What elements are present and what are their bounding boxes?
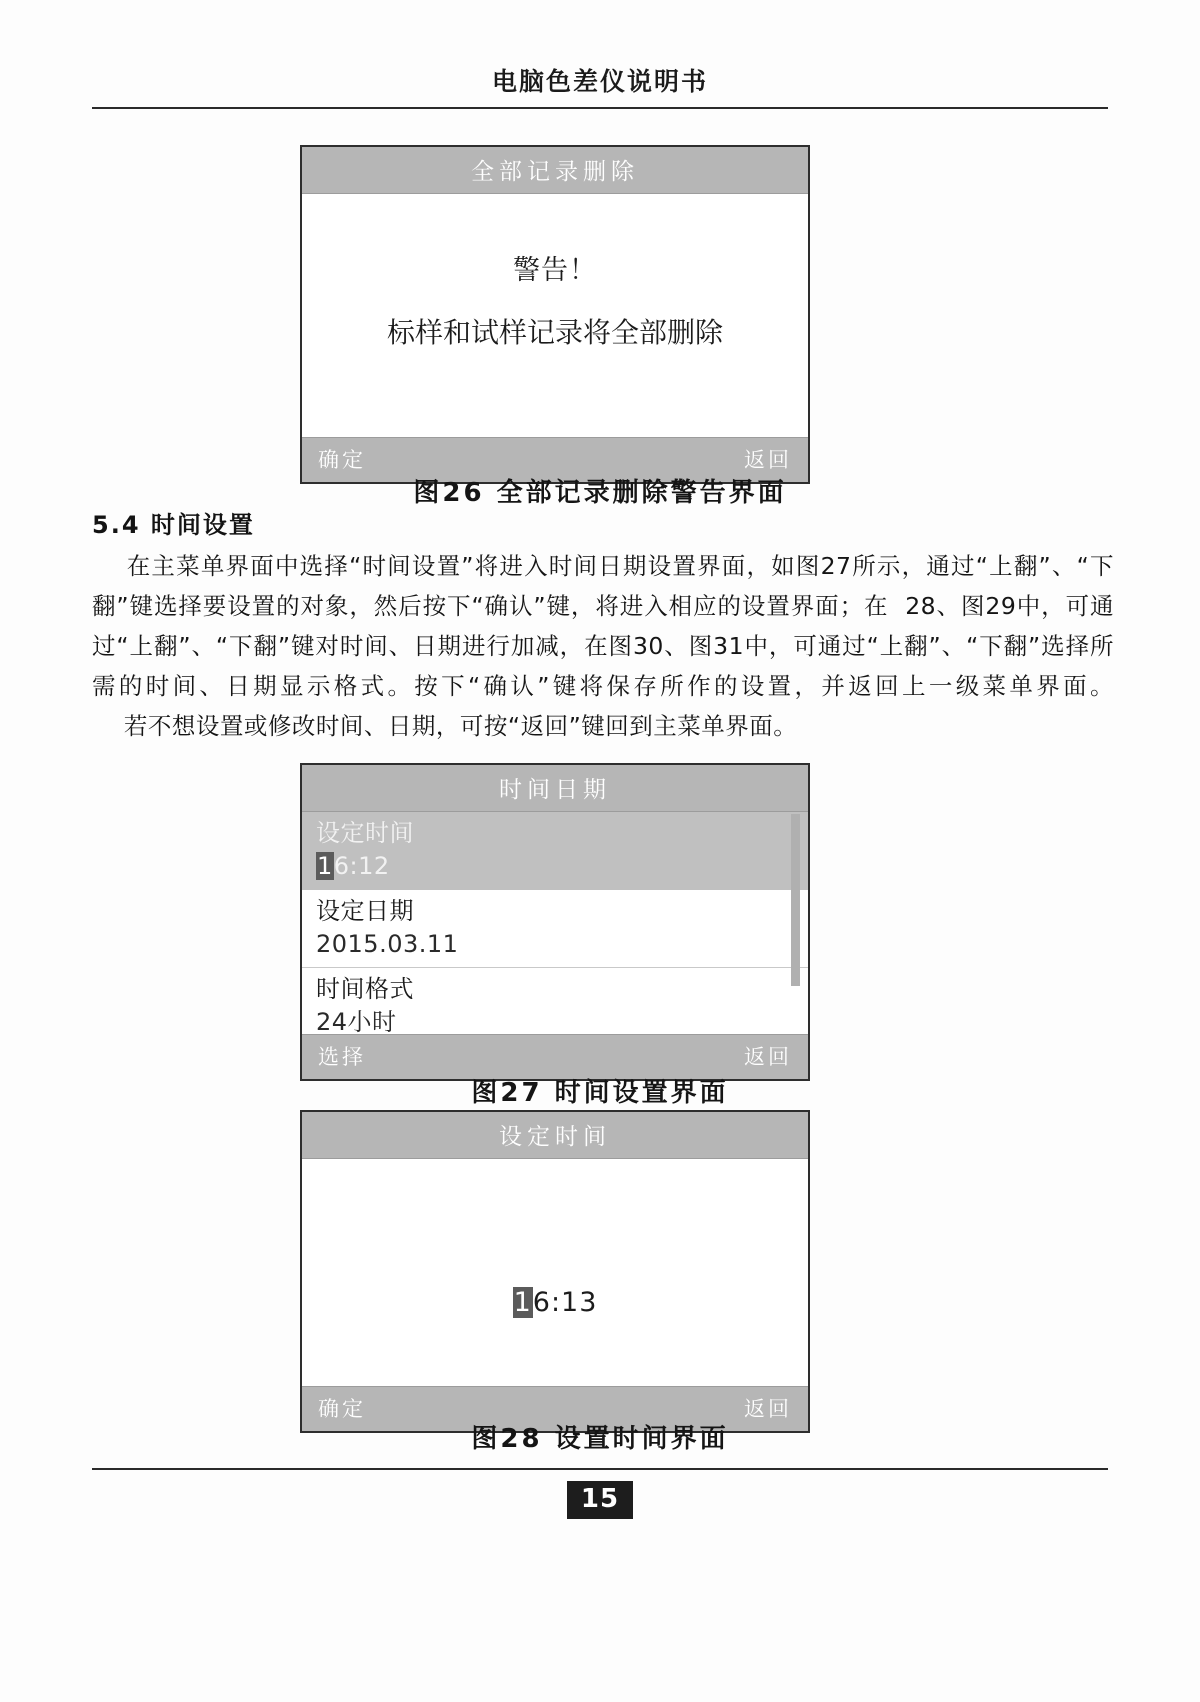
list-item-value	[316, 849, 794, 883]
figure27-select-softkey[interactable]: 选择	[318, 1045, 366, 1069]
list-item-label: 时间格式	[316, 975, 414, 1003]
scrollbar-track[interactable]	[795, 812, 804, 1034]
list-item-value: 2015.03.11	[316, 930, 459, 958]
figure26-back-softkey[interactable]: 返回	[744, 448, 792, 472]
section-body	[92, 546, 1114, 746]
figure27-screen-title: 时间日期	[302, 765, 808, 812]
section-heading: 5.4 时间设置	[92, 511, 255, 539]
list-item-label: 设定时间	[316, 819, 414, 847]
figure28-confirm-softkey[interactable]: 确定	[318, 1397, 366, 1421]
list-item-value: 24小时	[316, 1008, 397, 1034]
figure28-screen-title: 设定时间	[302, 1112, 808, 1159]
time-remainder: 6:12	[333, 852, 390, 880]
figure28-back-softkey[interactable]: 返回	[744, 1397, 792, 1421]
paragraph-2: 若不想设置或修改时间、日期，可按“返回”键回到主菜单界面。	[92, 712, 798, 740]
time-cursor-digit: 1	[317, 852, 333, 880]
figure28-screen-body	[302, 1159, 808, 1386]
figure26-screen-title: 全部记录删除	[302, 147, 808, 194]
figure26-caption: 图26 全部记录删除警告界面	[413, 478, 787, 508]
warning-message: 标样和试样记录将全部删除	[386, 316, 723, 349]
figure28-caption: 图28 设置时间界面	[471, 1424, 729, 1454]
scrollbar-thumb[interactable]	[791, 814, 800, 986]
list-item[interactable]	[302, 968, 808, 1034]
list-item[interactable]	[302, 812, 808, 890]
page-number-value: 15	[567, 1481, 633, 1519]
page-number	[0, 1481, 1200, 1519]
page-header	[0, 62, 1200, 98]
list-item-label: 设定日期	[316, 897, 414, 925]
figure27-screen-body	[302, 812, 808, 1034]
figure27-caption: 图27 时间设置界面	[471, 1078, 729, 1108]
figure26-screen	[300, 145, 810, 484]
footer-divider	[92, 1468, 1108, 1470]
list-item[interactable]	[302, 890, 808, 968]
figure26-screen-body	[302, 194, 808, 437]
header-divider	[92, 107, 1108, 109]
time-value-display	[302, 1287, 808, 1318]
figure27-screen	[300, 763, 810, 1081]
figure26-confirm-softkey[interactable]: 确定	[318, 448, 366, 472]
paragraph-1: 在主菜单界面中选择“时间设置”将进入时间日期设置界面，如图27所示，通过“上翻”、“下翻”键选择要设置的对象，然后按下“确认”键，将进入相应的设置界面；在 28、图29中，可通过“上翻”、“下翻”键对时间、日期进行加减，在图30、图31中，可通过“上翻”、“下翻”选择所需的时间、日期显示格式。按下“确认”键将保存所作的设置，并返回上一级菜单界面。	[92, 552, 1114, 700]
document-header-title: 电脑色差仪说明书	[491, 67, 708, 96]
figure28-screen	[300, 1110, 810, 1433]
time-cursor-digit: 1	[513, 1287, 532, 1318]
figure27-back-softkey[interactable]: 返回	[744, 1045, 792, 1069]
warning-headline: 警告！	[513, 255, 597, 286]
time-remainder: 6:13	[532, 1287, 598, 1318]
